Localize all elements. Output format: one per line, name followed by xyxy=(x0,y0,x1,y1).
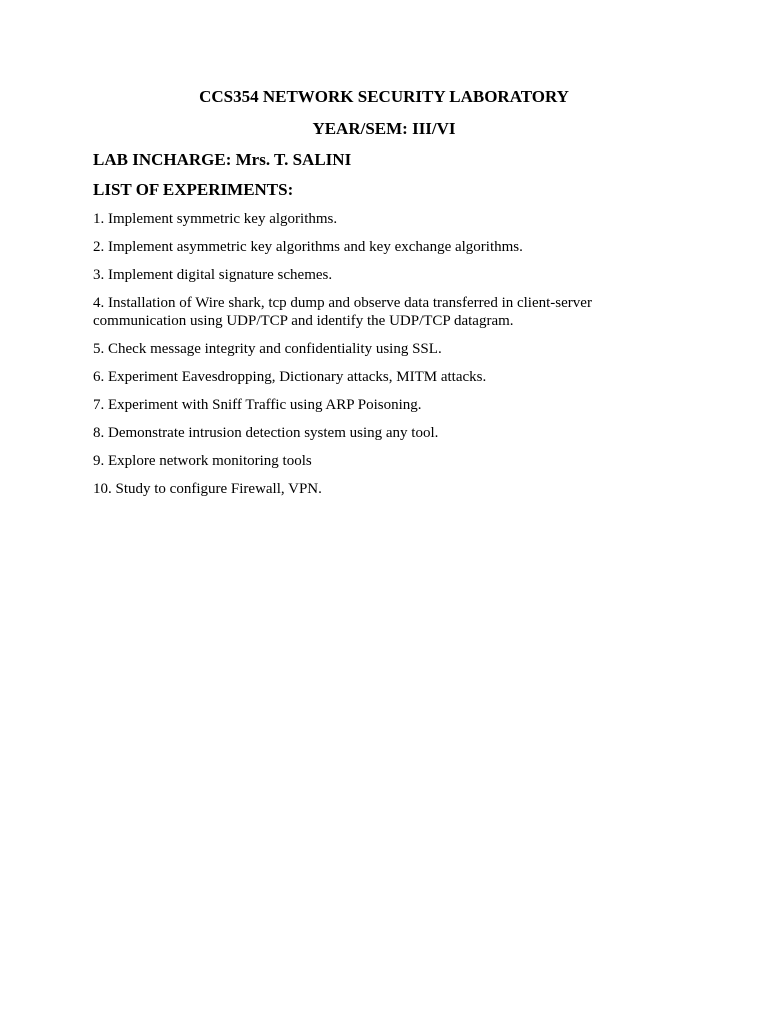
experiment-item: 7. Experiment with Sniff Traffic using ARP Poisoning. xyxy=(93,397,422,413)
experiments-list xyxy=(93,210,593,508)
experiment-item: 4. Installation of Wire shark, tcp dump and observe data transferred in client-server communication using UDP/TCP and identify the UDP/TCP datagram. xyxy=(93,295,592,329)
year-sem-title: YEAR/SEM: III/VI xyxy=(312,119,456,138)
experiment-item: 3. Implement digital signature schemes. xyxy=(93,267,333,283)
experiment-item: 6. Experiment Eavesdropping, Dictionary attacks, MITM attacks. xyxy=(93,369,487,385)
experiment-item: 10. Study to configure Firewall, VPN. xyxy=(93,481,322,497)
experiment-item: 9. Explore network monitoring tools xyxy=(93,453,312,469)
lab-incharge-heading: LAB INCHARGE: Mrs. T. SALINI xyxy=(93,150,352,169)
experiment-item: 5. Check message integrity and confidentiality using SSL. xyxy=(93,341,442,357)
experiments-list-heading: LIST OF EXPERIMENTS: xyxy=(93,180,294,199)
experiment-item: 8. Demonstrate intrusion detection system using any tool. xyxy=(93,425,439,441)
course-title: CCS354 NETWORK SECURITY LABORATORY xyxy=(199,87,569,106)
experiment-item: 2. Implement asymmetric key algorithms and key exchange algorithms. xyxy=(93,239,523,255)
experiment-item: 1. Implement symmetric key algorithms. xyxy=(93,211,338,227)
